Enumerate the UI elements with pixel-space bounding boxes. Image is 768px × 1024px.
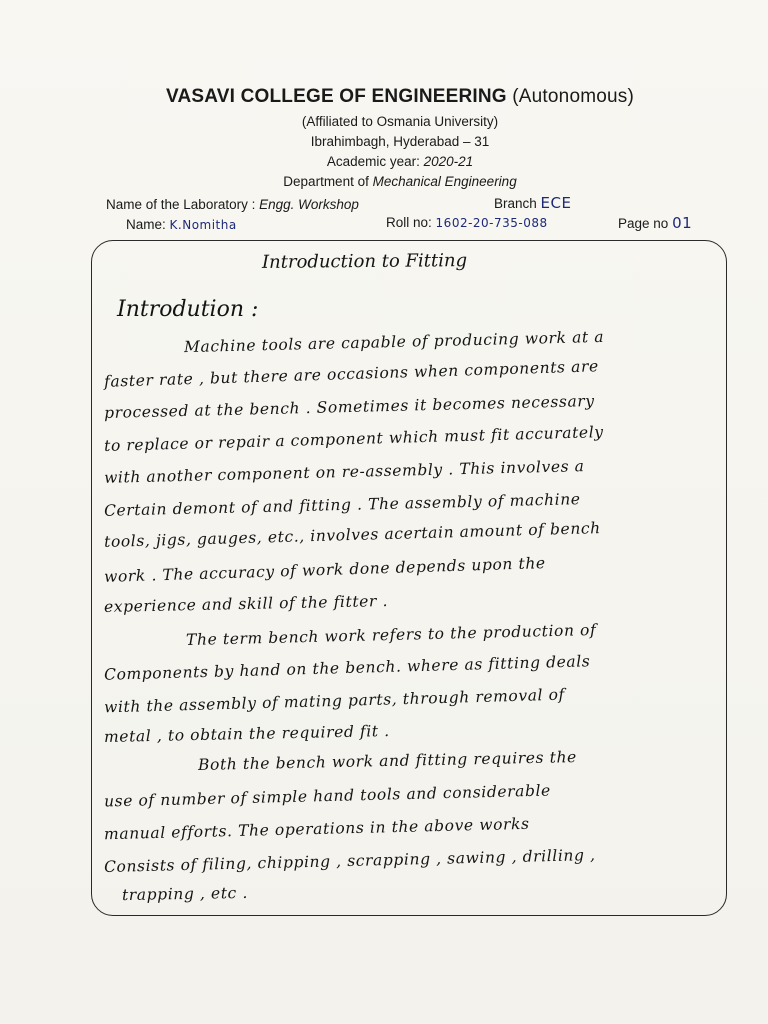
academic-year-value: 2020-21 — [423, 154, 474, 169]
autonomous-label: (Autonomous) — [512, 86, 635, 107]
affiliation-line: (Affiliated to Osmania University) — [301, 114, 499, 129]
department-value: Mechanical Engineering — [372, 174, 517, 189]
page-title: Introduction to Fitting — [261, 250, 468, 273]
text-line: with another component on re-assembly . This involves a — [103, 457, 585, 487]
text-line: Components by hand on the bench. where as fitting deals — [103, 652, 591, 684]
text-line: to replace or repair a component which must fit accurately — [103, 423, 604, 455]
branch-field — [494, 194, 571, 212]
roll-value: 1602-20-735-088 — [435, 216, 548, 230]
lab-label: Name of the Laboratory : — [106, 197, 256, 212]
lab-value: Engg. Workshop — [259, 197, 359, 212]
address-line: Ibrahimbagh, Hyderabad – 31 — [310, 134, 490, 149]
text-line: Certain demont of and fitting . The assembly of machine — [103, 490, 581, 520]
name-label: Name: — [126, 217, 166, 232]
section-heading: Introdution : — [117, 297, 259, 322]
text-line: Consists of filing, chipping , scrapping , sawing , drilling , — [103, 845, 596, 877]
department-line — [0, 174, 768, 189]
academic-year-line — [0, 154, 768, 169]
text-line: processed at the bench . Sometimes it becomes necessary — [103, 392, 595, 422]
roll-label: Roll no: — [386, 215, 432, 230]
college-name: VASAVI COLLEGE OF ENGINEERING — [165, 86, 507, 107]
text-line: work . The accuracy of work done depends upon the — [103, 554, 546, 586]
department-label: Department of — [283, 174, 369, 189]
name-value: K.Nomitha — [169, 218, 237, 232]
text-line: The term bench work refers to the production of — [185, 620, 597, 650]
branch-value: ECE — [540, 194, 572, 212]
page-value: 01 — [672, 214, 693, 232]
academic-year-label: Academic year: — [326, 154, 420, 169]
college-title — [0, 86, 768, 108]
text-line: with the assembly of mating parts, through removal of — [103, 685, 566, 717]
text-line: trapping , etc . — [121, 883, 249, 905]
text-line: manual efforts. The operations in the above works — [103, 814, 530, 844]
text-line: faster rate , but there are occasions when components are — [103, 357, 599, 391]
text-line: use of number of simple hand tools and considerable — [103, 781, 552, 811]
page-number-field — [618, 214, 692, 232]
text-line: experience and skill of the fitter . — [103, 592, 389, 616]
text-line: Machine tools are capable of producing work at a — [183, 327, 605, 357]
roll-number-field — [386, 215, 548, 230]
text-line: tools, jigs, gauges, etc., involves acertain amount of bench — [103, 519, 601, 551]
student-name-field — [126, 217, 237, 232]
branch-label: Branch — [494, 196, 537, 211]
page-label: Page no — [618, 216, 669, 231]
lab-name-field — [106, 197, 359, 212]
text-line: Both the bench work and fitting requires the — [197, 748, 578, 774]
text-line: metal , to obtain the required fit . — [103, 722, 390, 746]
